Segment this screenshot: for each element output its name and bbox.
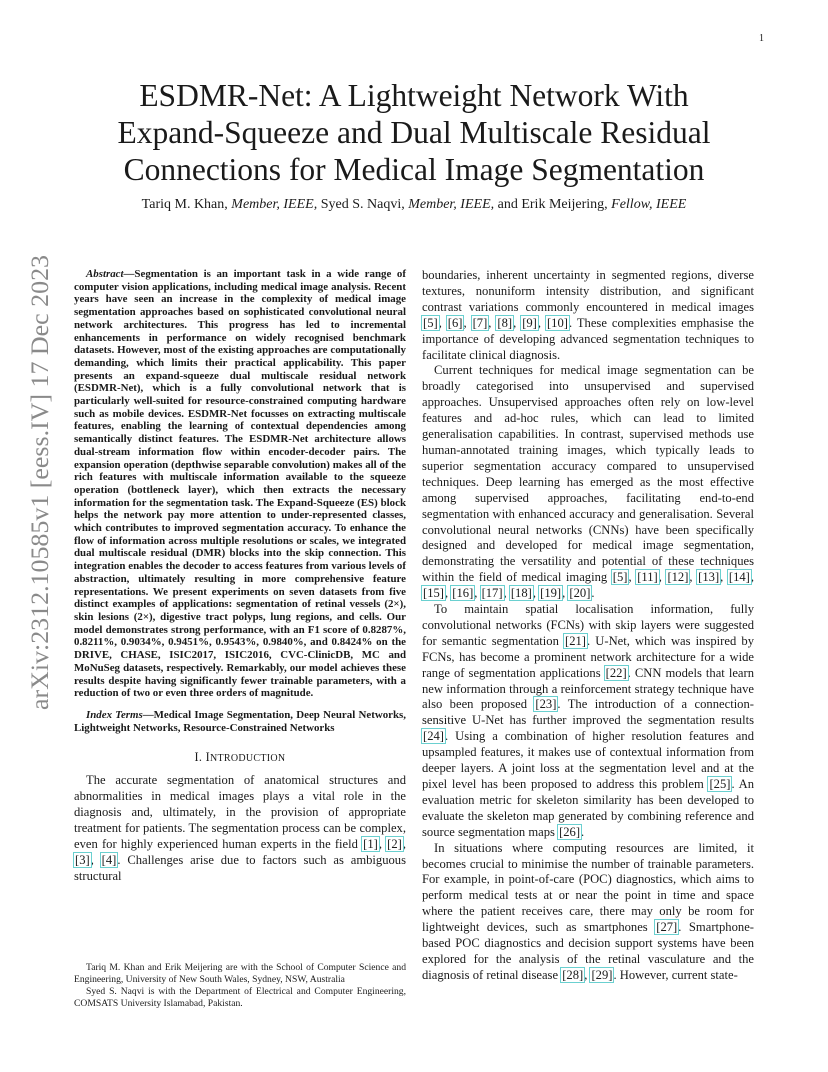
citation-link[interactable]: [20] (569, 586, 591, 601)
citation-link[interactable]: [14] (728, 570, 750, 585)
citation-link[interactable]: [21] (565, 633, 586, 648)
arxiv-stamp (14, 252, 58, 712)
body-text: The accurate segmentation of anatomical structures and abnormalities in medical images plays a vital role in the diagnosis and, ultimately, in the provision of appropriate treatment for patients. The segmentation process can be complex, even for highly experienced human experts in the field (74, 773, 406, 851)
footnote: Syed S. Naqvi is with the Department of Electrical and Computer Engineering, COMSATS University Islamabad, Pakistan. (74, 986, 406, 1009)
body-text: , (402, 836, 406, 851)
abstract-lead: Abstract (86, 268, 124, 280)
body-paragraph (422, 268, 754, 363)
title-line: Expand-Squeeze and Dual Multiscale Residual (117, 115, 711, 150)
body-text: , (503, 586, 510, 601)
citation-link[interactable]: [27] (656, 920, 678, 935)
author-name: and Erik Meijering, (494, 197, 612, 212)
body-text: . Challenges arise due to factors such as ambiguous structural (74, 852, 407, 883)
right-column (422, 268, 754, 984)
citation-link[interactable]: [8] (497, 315, 513, 330)
index-terms-text: —Medical Image Segmentation, Deep Neural Networks, Lightweight Networks, Resource-Constrained Networks (74, 708, 406, 734)
left-column (74, 268, 406, 885)
author-name: Syed S. Naqvi, (317, 197, 409, 212)
citation-link[interactable]: [3] (75, 852, 90, 867)
section-heading: I. INTRODUCTION (194, 750, 286, 765)
body-text: boundaries, inherent uncertainty in segmented regions, diverse textures, nonuniform intensity distribution, and significant contrast variations commonly encountered in medical images (422, 268, 754, 314)
body-text: , (720, 570, 728, 585)
author-line (70, 197, 758, 213)
citation-link[interactable]: [5] (612, 570, 628, 585)
citation-link[interactable]: [13] (698, 570, 720, 585)
body-text: , (537, 315, 546, 330)
body-text: , (463, 315, 472, 330)
body-text: . (581, 824, 585, 839)
citation-link[interactable]: [26] (559, 824, 581, 839)
body-text: . Using a combination of higher resolution features and upsampled features, it makes use of contextual information from deeper layers. A joint loss at the segmentation level and at the pixel level has been proposed to address this problem (422, 729, 754, 791)
citation-link[interactable]: [28] (562, 967, 584, 982)
page-number: 1 (759, 33, 764, 44)
citation-link[interactable]: [2] (387, 836, 402, 851)
body-text: , (689, 570, 698, 585)
citation-link[interactable]: [16] (452, 586, 474, 601)
citation-link[interactable]: [29] (591, 967, 613, 982)
abstract (74, 268, 406, 700)
body-paragraph (422, 363, 754, 602)
citation-link[interactable]: [1] (363, 836, 378, 851)
body-text: . (591, 586, 595, 601)
body-text: . An evaluation metric for skeleton similarity has been developed to evaluate the skeleton map generated by combining reference and source segmentation maps (422, 777, 755, 839)
body-text: , (628, 570, 637, 585)
citation-link[interactable]: [17] (481, 586, 503, 601)
footnote: Tariq M. Khan and Erik Meijering are with the School of Computer Science and Engineering, University of New South Wales, Sydney, NSW, Australia (74, 962, 406, 985)
body-text: . These complexities emphasise the importance of developing advanced segmentation techniques to facilitate clinical diagnosis. (422, 315, 754, 362)
body-text: Current techniques for medical image segmentation can be broadly categorised into unsupervised and supervised approaches. Unsupervised approaches often rely on low-level features and ad-hoc rules, which can lead to limited generalisation capabilities. In contrast, supervised methods use human-annotated training images, which typically leads to superior segmentation accuracy compared to unsupervised techniques. Deep learning has emerged as the most effective among supervised approaches, facilitating end-to-end segmentation with enhanced accuracy and generalisation. Several convolutional neural networks (CNNs) have been specifically designed and developed for medical image segmentation, demonstrating the versatility and potential of these techniques within the field of medical imaging (422, 363, 754, 585)
body-text: . However, current state- (613, 967, 738, 982)
abstract-text: —Segmentation is an important task in a wide range of computer vision applications, including medical image analysis. Recent years have seen an increase in the complexity of medical image segmentation approaches based on sophisticated convolutional neural network architectures. This progress has led to incremental enhancements in performance on widely recognised benchmark datasets. However, most of the existing approaches are computationally demanding, which limits their practical applicability. This paper presents an expand-squeeze dual multiscale residual network (ESDMR-Net), which is a fully convolutional network that is particularly well-suited for resource-constrained computing hardware such as mobile devices. ESDMR-Net focusses on extracting multiscale features, enabling the learning of contextual dependencies among semantically distinct features. The ESDMR-Net architecture allows dual-stream information flow within encoder-decoder pairs. The expansion operation (depthwise separable convolution) makes all of the rich features with multiscale information available to the squeeze operation (bottleneck layer), which then extracts the necessary information for the segmentation task. The Expand-Squeeze (ES) block helps the network pay more attention to under-represented classes, which contributes to improved segmentation accuracy. To enhance the flow of information across multiple resolutions or scales, we integrated dual multiscale residual (DMR) blocks into the skip connection. This integration enables the decoder to access features from various levels of abstraction, ultimately resulting in more comprehensive feature representations. We present experiments on seven datasets from five distinct examples of applications: segmentation of retinal vessels (2×), skin lesions (2×), digestive tract polyps, lung regions, and cells. Our model demonstrates strong performance, with an F1 score of 0.8287%, 0.8211%, 0.9034%, 0.9451%, 0.9543%, 0.9840%, and 0.8424% on the DRIVE, CHASE, ISIC2017, ISIC2016, CVC-ClinicDB, MC and MoNuSeg datasets, respectively. Remarkably, our model achieves these results despite having significantly fewer trainable parameters, with a reduction of two or even three orders of magnitude. (74, 268, 406, 700)
citation-link[interactable]: [18] (510, 586, 532, 601)
author-role: Member, IEEE, (408, 197, 495, 212)
body-text: , (658, 570, 667, 585)
citation-link[interactable]: [11] (637, 570, 658, 585)
body-paragraph (422, 841, 754, 984)
citation-link[interactable]: [22] (605, 665, 627, 680)
body-text: , (584, 967, 591, 982)
body-text: . U-Net, which was inspired by FCNs, has become a prominent network architecture for a wide range of segmentation applications (422, 633, 754, 680)
paper-title (70, 77, 758, 188)
body-text: , (90, 852, 101, 867)
body-text: , (513, 315, 522, 330)
intro-paragraph (74, 773, 406, 884)
body-text: . CNN models that learn new information through a reinforcement strategy technique have also been proposed (422, 665, 754, 712)
arxiv-stamp-text: arXiv:2312.10585v1 [eess.IV] 17 Dec 2023 (27, 271, 54, 710)
citation-link[interactable]: [19] (540, 586, 562, 601)
citation-link[interactable]: [25] (709, 777, 731, 791)
body-paragraph (422, 602, 754, 841)
title-line: ESDMR-Net: A Lightweight Network With (139, 78, 689, 113)
body-text: , (562, 586, 569, 601)
citation-link[interactable]: [5] (423, 315, 438, 330)
body-text: , (444, 586, 452, 601)
footnotes (74, 962, 406, 1010)
citation-link[interactable]: [15] (423, 586, 444, 601)
body-text: To maintain spatial localisation information, fully convolutional networks (FCNs) with skip layers were suggested for semantic segmentation (422, 602, 754, 648)
body-text: . The introduction of a connection-sensitive U-Net has further improved the segmentation results (422, 697, 754, 728)
citation-link[interactable]: [10] (546, 315, 568, 330)
citation-link[interactable]: [6] (447, 315, 463, 330)
citation-link[interactable]: [24] (423, 729, 444, 744)
citation-link[interactable]: [9] (522, 315, 537, 330)
body-text: . Smartphone-based POC diagnostics and decision support systems have been explored for the analysis of the retinal vasculature and the diagnosis of retinal disease (422, 920, 754, 982)
citation-link[interactable]: [4] (101, 852, 117, 867)
body-text: , (378, 836, 387, 851)
index-terms-lead: Index Terms (86, 708, 143, 721)
body-text: , (474, 586, 481, 601)
citation-link[interactable]: [7] (472, 315, 488, 330)
author-role: Member, IEEE, (231, 197, 318, 212)
body-text: , (488, 315, 497, 330)
body-text: , (750, 570, 755, 585)
index-terms (74, 709, 406, 734)
author-role: Fellow, IEEE (611, 197, 687, 212)
body-text: In situations where computing resources are limited, it becomes crucial to minimise the number of trainable parameters. For example, in point-of-care (POC) diagnostics, which aims to perform medical tests at or near the point in time and space where the patient receives care, there may only be room for lightweight devices, such as smartphones (422, 840, 754, 935)
citation-link[interactable]: [12] (667, 570, 689, 585)
title-line: Connections for Medical Image Segmentation (123, 152, 705, 187)
body-text: , (438, 315, 447, 330)
author-name: Tariq M. Khan, (141, 197, 232, 212)
citation-link[interactable]: [23] (535, 697, 557, 712)
body-text: , (532, 586, 540, 601)
